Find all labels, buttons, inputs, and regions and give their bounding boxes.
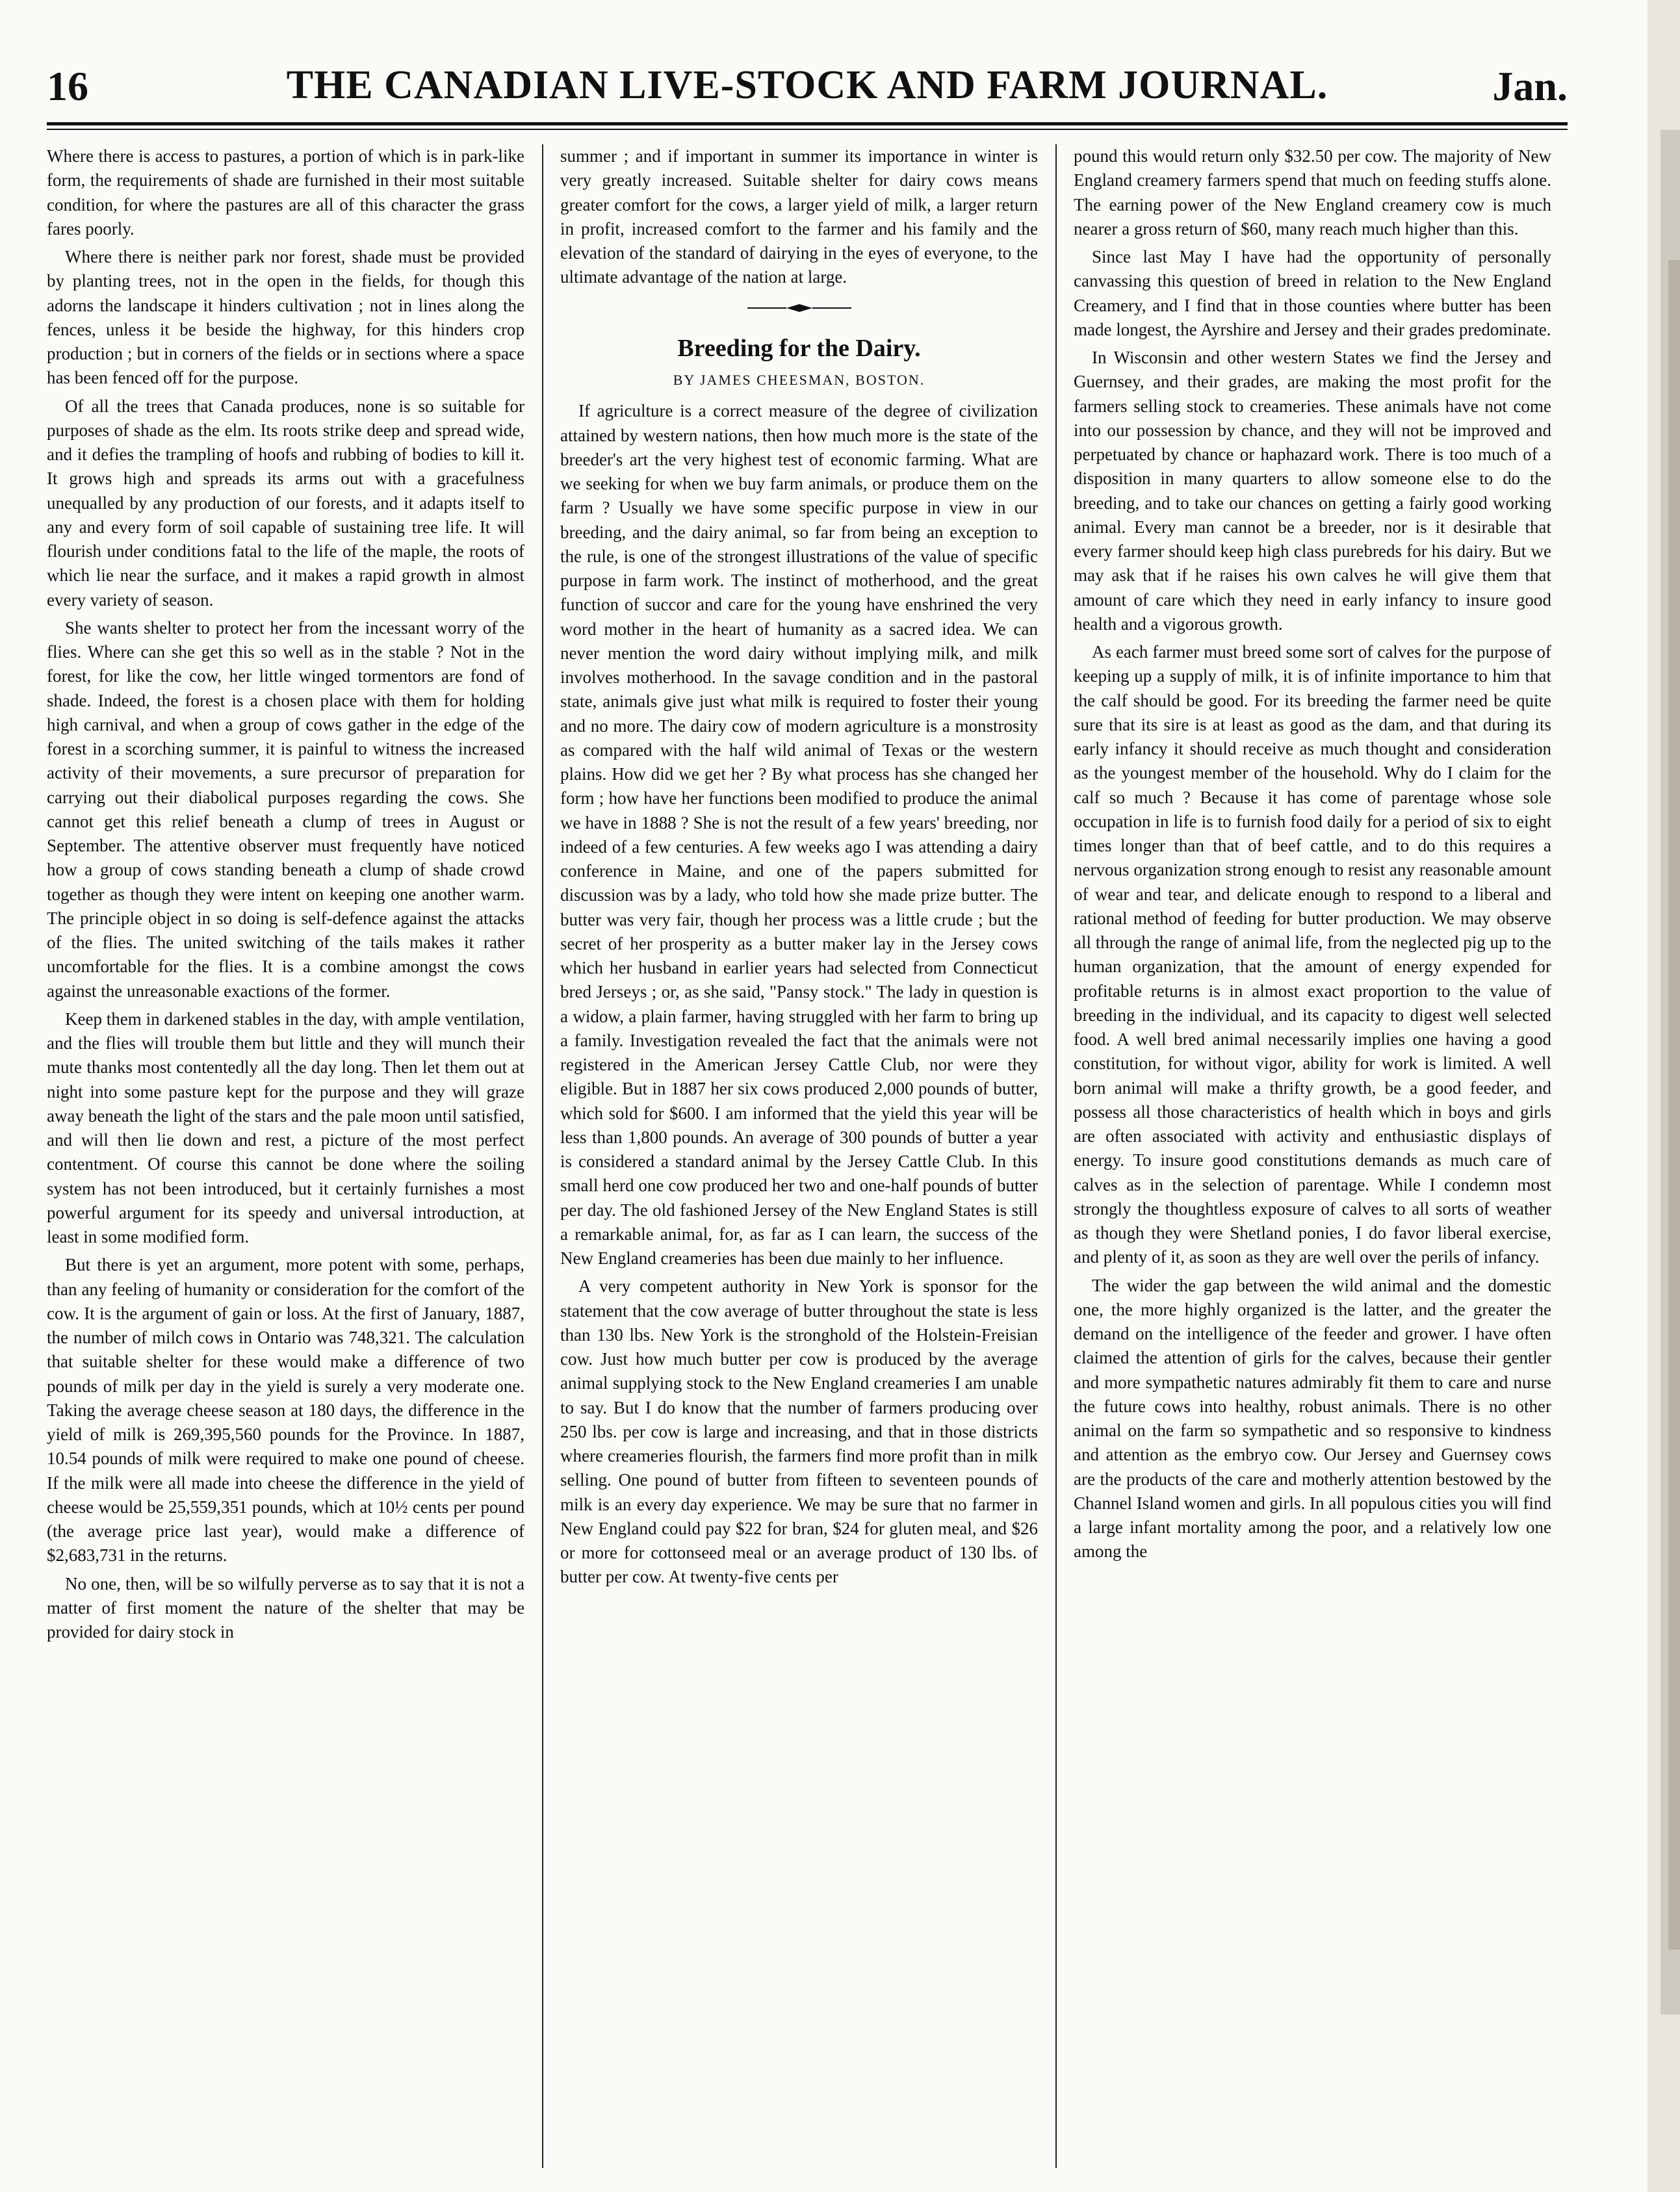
issue-month: Jan. <box>1492 63 1568 109</box>
paragraph: The wider the gap between the wild animal and the domestic one, the more highly organized is the latter, and the greater the demand on the intelligence of the feeder and grower. I have often claimed the attention of girls for the calves, because their gentler and more sympathetic natures admirably fit them to care and nurse the future cows into healthy, robust animals. There is no other animal on the farm so sympathetic and so responsive to kindness and attention as the embryo cow. Our Jersey and Guernsey cows are the products of the care and motherly attention bestowed by the Channel Island women and girls. In all populous cities you will find a large infant mortality among the poor, and a relatively low one among the <box>1074 1275 1551 1562</box>
section-ornament-icon <box>747 302 851 315</box>
journal-title: THE CANADIAN LIVE-STOCK AND FARM JOURNAL. <box>286 63 1328 107</box>
paragraph: A very competent authority in New York is sponsor for the statement that the cow average of butter throughout the state is less than 130 lbs. New York is the stronghold of the Holstein-Freisian cow. Just how much butter per cow is produced by the average animal supplying stock to the New England creameries I am unable to say. But I do know that the number of farmers producing over 250 lbs. per cow is large and increasing, and that in those districts where creameries flourish, the farmers find more profit than in milk selling. One pound of butter from fifteen to seventeen pounds of milk is an every day experience. We may be sure that no farmer in New England could pay $22 for bran, $24 for gluten meal, and $26 or more for cottonseed meal or an average product of 130 lbs. of butter per cow. At twenty-five cents per <box>560 1276 1038 1587</box>
page-header <box>47 62 1568 134</box>
header-rule-thick <box>47 122 1568 125</box>
paragraph: Since last May I have had the opportunity of personally canvassing this question of breed in relation to the New England Creamery, and I find that in those counties where butter has been made longest, the Ayrshire and Jersey and their grades predominate. <box>1074 247 1551 339</box>
header-rule-thin <box>47 129 1568 130</box>
paragraph: Where there is neither park nor forest, shade must be provided by planting trees, not in the open in the fields, for though this adorns the landscape it hinders cultivation ; not in lines along the fences, unless it be beside the highway, for this hinders crop production ; but in corners of the fields or in sections where a space has been fenced off for the purpose. <box>47 247 524 388</box>
journal-page <box>47 62 1568 2168</box>
paragraph: She wants shelter to protect her from the incessant worry of the flies. Where can she get this so well as in the stable ? Not in the forest, for like the cow, her little winged tormentors are fond of shade. Indeed, the forest is a chosen place with them for holding high carnival, and when a group of cows gather in the edge of the forest in a scorching summer, it is painful to witness the increased activity of their movements, a sure precursor of preparation for carrying out their diabolical purposes regarding the cows. She cannot get this relief beneath a clump of trees in August or September. The attentive observer must frequently have noticed how a group of cows standing beneath a clump of shade crowd together as though they were intent on keeping one another warm. The principle object in so doing is self-defence against the attacks of the flies. The united switching of the tails makes it rather uncomfortable for the flies. It is a combine amongst the cows against the unreasonable exactions of the former. <box>47 617 524 1001</box>
paragraph: If agriculture is a correct measure of the degree of civilization attained by western nations, then how much more is the state of the breeder's art the very highest test of economic farming. What are we seeking for when we buy farm animals, or produce them on the farm ? Usually we have some specific purpose in view in our breeding, and the dairy animal, so far from being an exception to the rule, is one of the strongest illustrations of the value of specific purpose in farm work. The instinct of motherhood, and the great function of succor and care for the young have enshrined the very word mother in the heart of humanity as a sacred idea. We can never mention the word dairy without implying milk, and milk involves motherhood. In the savage condition and in the pastoral state, animals give just what milk is required to foster their young and no more. The dairy cow of modern agriculture is a monstrosity as compared with the half wild animal of Texas or the western plains. How did we get her ? By what process has she changed her form ; how have her functions been modified to produce the animal we have in 1888 ? She is not the result of a few years' breeding, nor indeed of a few centuries. A few weeks ago I was attending a dairy conference in Maine, and one of the papers submitted for discussion was by a lady, who told how she made prize butter. The butter was very fair, though her process was a little crude ; but the secret of her prosperity as a butter maker lay in the Jersey cows which her husband in earlier years had selected from Connecticut bred Jerseys ; or, as she said, "Pansy stock." The lady in question is a widow, a plain farmer, having struggled with her farm to bring up a family. Investigation revealed the fact that the animals were not registered in the American Jersey Cattle Club, nor were they eligible. But in 1887 her six cows produced 2,000 pounds of butter, which sold for $600. I am informed that the yield this year will be less than 1,800 pounds. An average of 300 pounds of butter a year is considered a standard animal by the Jersey Cattle Club. In this small herd one cow produced her two and one-half pounds of butter per day. The old fashioned Jersey of the New England States is still a remarkable animal, for, as far as I can learn, the success of the New England creameries has been due mainly to her influence. <box>560 401 1038 1269</box>
paragraph: pound this would return only $32.50 per cow. The majority of New England creamery farmers spend that much on feeding stuffs alone. The earning power of the New England creamery cow is much nearer a gross return of $60, many reach much higher than this. <box>1074 146 1551 239</box>
paragraph: In Wisconsin and other western States we find the Jersey and Guernsey, and their grades, are making the most profit for the farmers selling stock to creameries. These animals have not come into our possession by chance, and they will not be improved and perpetuated by chance or haphazard work. There is too much of a disposition in many quarters to allow someone else to do the breeding, and to take our chances on getting a fairly good working animal. Every man cannot be a breeder, nor is it desirable that every farmer should keep high class purebreds for his dairy. But we may ask that if he raises his own calves he will give them that amount of care which they need in early infancy to insure good health and a vigorous growth. <box>1074 348 1551 634</box>
column-2 <box>560 144 1038 2168</box>
paragraph: Of all the trees that Canada produces, none is so suitable for purposes of shade as the elm. Its roots strike deep and spread wide, and it defies the trampling of hoofs and rubbing of bodies to kill it. It grows high and spreads its arms out with a gracefulness unequalled by any production of our forests, and it adapts itself to any and every form of soil capable of sustaining tree life. It will flourish under conditions fatal to the life of the maple, the roots of which lie near the surface, and it makes a rapid growth in almost every variety of season. <box>47 396 524 610</box>
paragraph: But there is yet an argument, more potent with some, perhaps, than any feeling of humanity or consideration for the comfort of the cow. It is the argument of gain or loss. At the first of January, 1887, the number of milch cows in Ontario was 748,321. The calculation that suitable shelter for these would make a difference of two pounds of milk per day in the yield is surely a very moderate one. Taking the average cheese season at 180 days, the difference in the yield of milk is 269,395,560 pounds for the Province. In 1887, 10.54 pounds of milk were required to make one pound of cheese. If the milk were all made into cheese the difference in the yield of cheese would be 25,559,351 pounds, which at 10½ cents per pound (the average price last year), would make a difference of $2,683,731 in the returns. <box>47 1255 524 1566</box>
scan-edge-texture <box>1628 0 1680 2192</box>
paragraph: As each farmer must breed some sort of calves for the purpose of keeping up a supply of milk, it is of infinite importance to him that the calf should be good. For its breeding the farmer need be quite sure that its sire is at least as good as the dam, and that during its early infancy it should receive as much thought and consideration as the youngest member of the household. Why do I claim for the calf so much ? Because it has come of parentage whose sole occupation in life is to furnish food daily for a period of six to eight times longer than that of beef cattle, and to do this requires a nervous organization strong enough to resist any reasonable amount of wear and tear, and delicate enough to respond to a liberal and rational method of feeding for butter production. We may observe all through the range of animal life, from the neglected pig up to the human organization, that the amount of energy expended for profitable returns is in almost exact proportion to the value of breeding in the individual, and its capacity to digest well selected food. A well bred animal necessarily implies one having a good constitution, for without vigor, ability for work is limited. A well born animal will make a thrifty growth, be a good feeder, and possess all those characteristics of health which in boys and girls are often associated with activity and enthusiastic displays of energy. To insure good constitutions demands as much care of calves as in the selection of parentage. While I condemn most strongly the thoughtless exposure of calves to all sorts of weather as though they were Shetland ponies, I do favor liberal exercise, and plenty of it, as soon as they are well over the perils of infancy. <box>1074 642 1551 1267</box>
paragraph: Keep them in darkened stables in the day, with ample ventilation, and the flies will trouble them but little and they will munch their mute thanks most contentedly all the day long. Then let them out at night into some pasture kept for the purpose and they will graze away beneath the light of the stars and the pale moon until satisfied, and will then lie down and rest, a picture of the most perfect contentment. Of course this cannot be done where the soiling system has not been introduced, but it certainly furnishes a most powerful argument for its speedy and universal introduction, at least in some modified form. <box>47 1009 524 1246</box>
text-columns <box>47 144 1568 2168</box>
page-number: 16 <box>47 63 88 109</box>
column-3 <box>1074 144 1551 2168</box>
column-divider <box>542 144 543 2168</box>
paragraph: No one, then, will be so wilfully perverse as to say that it is not a matter of first moment the nature of the shelter that may be provided for dairy stock in <box>47 1573 524 1642</box>
paragraph: Where there is access to pastures, a portion of which is in park-like form, the requirements of shade are furnished in their most suitable condition, for where the pastures are all of this character the grass fares poorly. <box>47 146 524 239</box>
article-title: Breeding for the Dairy. <box>677 334 921 362</box>
article-byline: BY JAMES CHEESMAN, BOSTON. <box>673 371 925 388</box>
paragraph: summer ; and if important in summer its importance in winter is very greatly increased. Suitable shelter for dairy cows means greater comfort for the cows, a larger yield of milk, a larger return in profit, increased comfort to the farmer and his family and the elevation of the standard of dairying in the eyes of everyone, to the ultimate advantage of the nation at large. <box>560 146 1038 287</box>
column-1 <box>47 144 524 2168</box>
column-divider <box>1055 144 1057 2168</box>
